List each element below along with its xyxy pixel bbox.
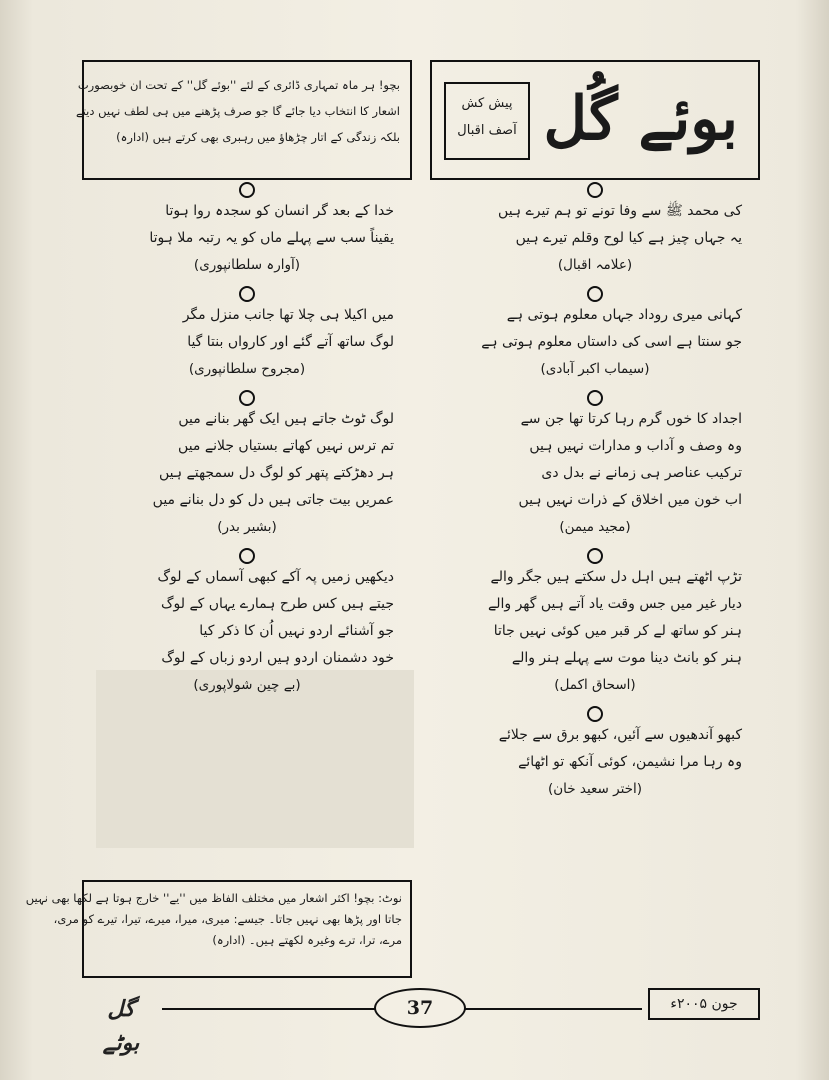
magazine-logo: گل بوٹے xyxy=(102,996,140,1056)
intro-note-line: بلکہ زندگی کے اتار چڑھاؤ میں رہبری بھی کرتے ہیں (ادارہ) xyxy=(116,130,400,144)
title-box xyxy=(430,60,760,180)
verse-line: اجداد کا خوں گرم رہا کرتا تھا جن سے xyxy=(520,411,742,427)
verse-block xyxy=(82,548,412,698)
circle-bullet-icon xyxy=(587,286,603,302)
verse-line: لوگ ساتھ آتے گئے اور کارواں بنتا گیا xyxy=(187,334,394,350)
verse-line: جیتے ہیں کس طرح ہمارے یہاں کے لوگ xyxy=(160,596,394,612)
poet-name: (اختر سعید خان) xyxy=(547,781,643,797)
verse-line: وہ رہا مرا نشیمن، کوئی آنکھ تو اٹھائے xyxy=(518,754,742,770)
verse-block xyxy=(430,548,760,698)
verse-line: جو آشنائے اردو نہیں اُن کا ذکر کیا xyxy=(199,623,394,639)
verse-line: تم ترس نہیں کھاتے بستیاں جلانے میں xyxy=(178,438,394,454)
circle-bullet-icon xyxy=(587,706,603,722)
intro-note-line: اشعار کا انتخاب دیا جائے گا جو صرف پڑھنے میں ہی لطف نہیں دیتے xyxy=(75,104,400,118)
verse-line: وہ وصف و آداب و مدارات نہیں ہیں xyxy=(529,438,742,454)
verse-block xyxy=(82,286,412,382)
presenter-box xyxy=(444,82,530,160)
verse-line: لوگ ٹوٹ جاتے ہیں ایک گھر بنانے میں xyxy=(178,411,394,427)
right-column xyxy=(430,182,760,810)
poet-name: (آوارہ سلطانپوری) xyxy=(193,257,301,273)
intro-note-line: بچو! ہر ماہ تمہاری ڈائری کے لئے ''بوئے گل'' کے تحت ان خوبصورت xyxy=(77,78,400,92)
circle-bullet-icon xyxy=(587,182,603,198)
poet-name: (مجروح سلطانپوری) xyxy=(188,361,306,377)
poet-name: (سیماب اکبر آبادی) xyxy=(540,361,650,377)
verse-block xyxy=(82,390,412,540)
verse-line: ترکیب عناصر ہی زمانے نے بدل دی xyxy=(541,465,742,481)
page-title: بوئے گُل xyxy=(543,84,738,154)
verse-block xyxy=(430,182,760,278)
circle-bullet-icon xyxy=(239,390,255,406)
page-number: 37 xyxy=(374,988,466,1028)
verse-line: کی محمد ﷺ سے وفا تونے تو ہم تیرے ہیں xyxy=(498,203,742,219)
poet-name: (بے چین شولاپوری) xyxy=(193,677,301,693)
circle-bullet-icon xyxy=(239,286,255,302)
verse-line: تڑپ اٹھتے ہیں اہل دل سکتے ہیں جگر والے xyxy=(490,569,742,585)
verse-block xyxy=(430,706,760,802)
footnote-line: نوٹ: بچو! اکثر اشعار میں مختلف الفاظ میں ''یے'' خارج ہوتا ہے لکھا بھی نہیں xyxy=(25,891,402,905)
circle-bullet-icon xyxy=(239,548,255,564)
footnote-line: مرے، ترا، ترے وغیرہ لکھتے ہیں۔ (ادارہ) xyxy=(212,933,402,947)
verse-line: ہنر کو بانٹ دینا موت سے پہلے ہنر والے xyxy=(511,650,742,666)
verse-line: یہ جہاں چیز ہے کیا لوح وقلم تیرے ہیں xyxy=(515,230,742,246)
footnote-box xyxy=(25,880,412,978)
verse-block xyxy=(82,182,412,278)
verse-line: خدا کے بعد گر انسان کو سجدہ روا ہوتا xyxy=(165,203,394,219)
verse-line: کبھو آندھیوں سے آئیں، کبھو برق سے جلائے xyxy=(498,727,742,743)
issue-date: جون ۲۰۰۵ء xyxy=(648,988,760,1020)
verse-block xyxy=(430,286,760,382)
verse-line: ہنر کو ساتھ لے کر قبر میں کوئی نہیں جاتا xyxy=(493,623,742,639)
verse-line: جو سنتا ہے اسی کی داستاں معلوم ہوتی ہے xyxy=(481,334,742,350)
poet-name: (اسحاق اکمل) xyxy=(554,677,636,693)
intro-note xyxy=(75,60,412,180)
presenter-label: پیش کش xyxy=(461,96,513,111)
verse-line: یقیناً سب سے پہلے ماں کو یہ رتبہ ملا ہوتا xyxy=(149,230,394,246)
circle-bullet-icon xyxy=(587,390,603,406)
verse-line: اب خون میں اخلاق کے ذرات نہیں ہیں xyxy=(518,492,742,508)
verse-line: کہانی میری روداد جہاں معلوم ہوتی ہے xyxy=(506,307,742,323)
verse-line: ہر دھڑکتے پتھر کو لوگ دل سمجھتے ہیں xyxy=(159,465,394,481)
poet-name: (بشیر بدر) xyxy=(217,519,277,535)
poet-name: (علامہ اقبال) xyxy=(557,257,633,273)
verse-block xyxy=(430,390,760,540)
verse-line: میں اکیلا ہی چلا تھا جانب منزل مگر xyxy=(182,307,394,323)
presenter-name: آصف اقبال xyxy=(457,123,517,138)
poet-name: (مجید میمن) xyxy=(559,519,631,535)
verse-line: دیکھیں زمیں پہ آکے کبھی آسماں کے لوگ xyxy=(157,569,394,585)
verse-line: خود دشمنان اردو ہیں اردو زباں کے لوگ xyxy=(161,650,394,666)
footnote-line: جاتا اور پڑھا بھی نہیں جاتا۔ جیسے: میری، میرا، میرے، تیرا، تیرے کو مری، xyxy=(53,912,402,926)
verse-line: عمریں بیت جاتی ہیں دل کو دل بنانے میں xyxy=(152,492,394,508)
verse-line: دیار غیر میں جس وقت یاد آتے ہیں گھر والے xyxy=(488,596,742,612)
circle-bullet-icon xyxy=(239,182,255,198)
left-column xyxy=(82,182,412,706)
circle-bullet-icon xyxy=(587,548,603,564)
